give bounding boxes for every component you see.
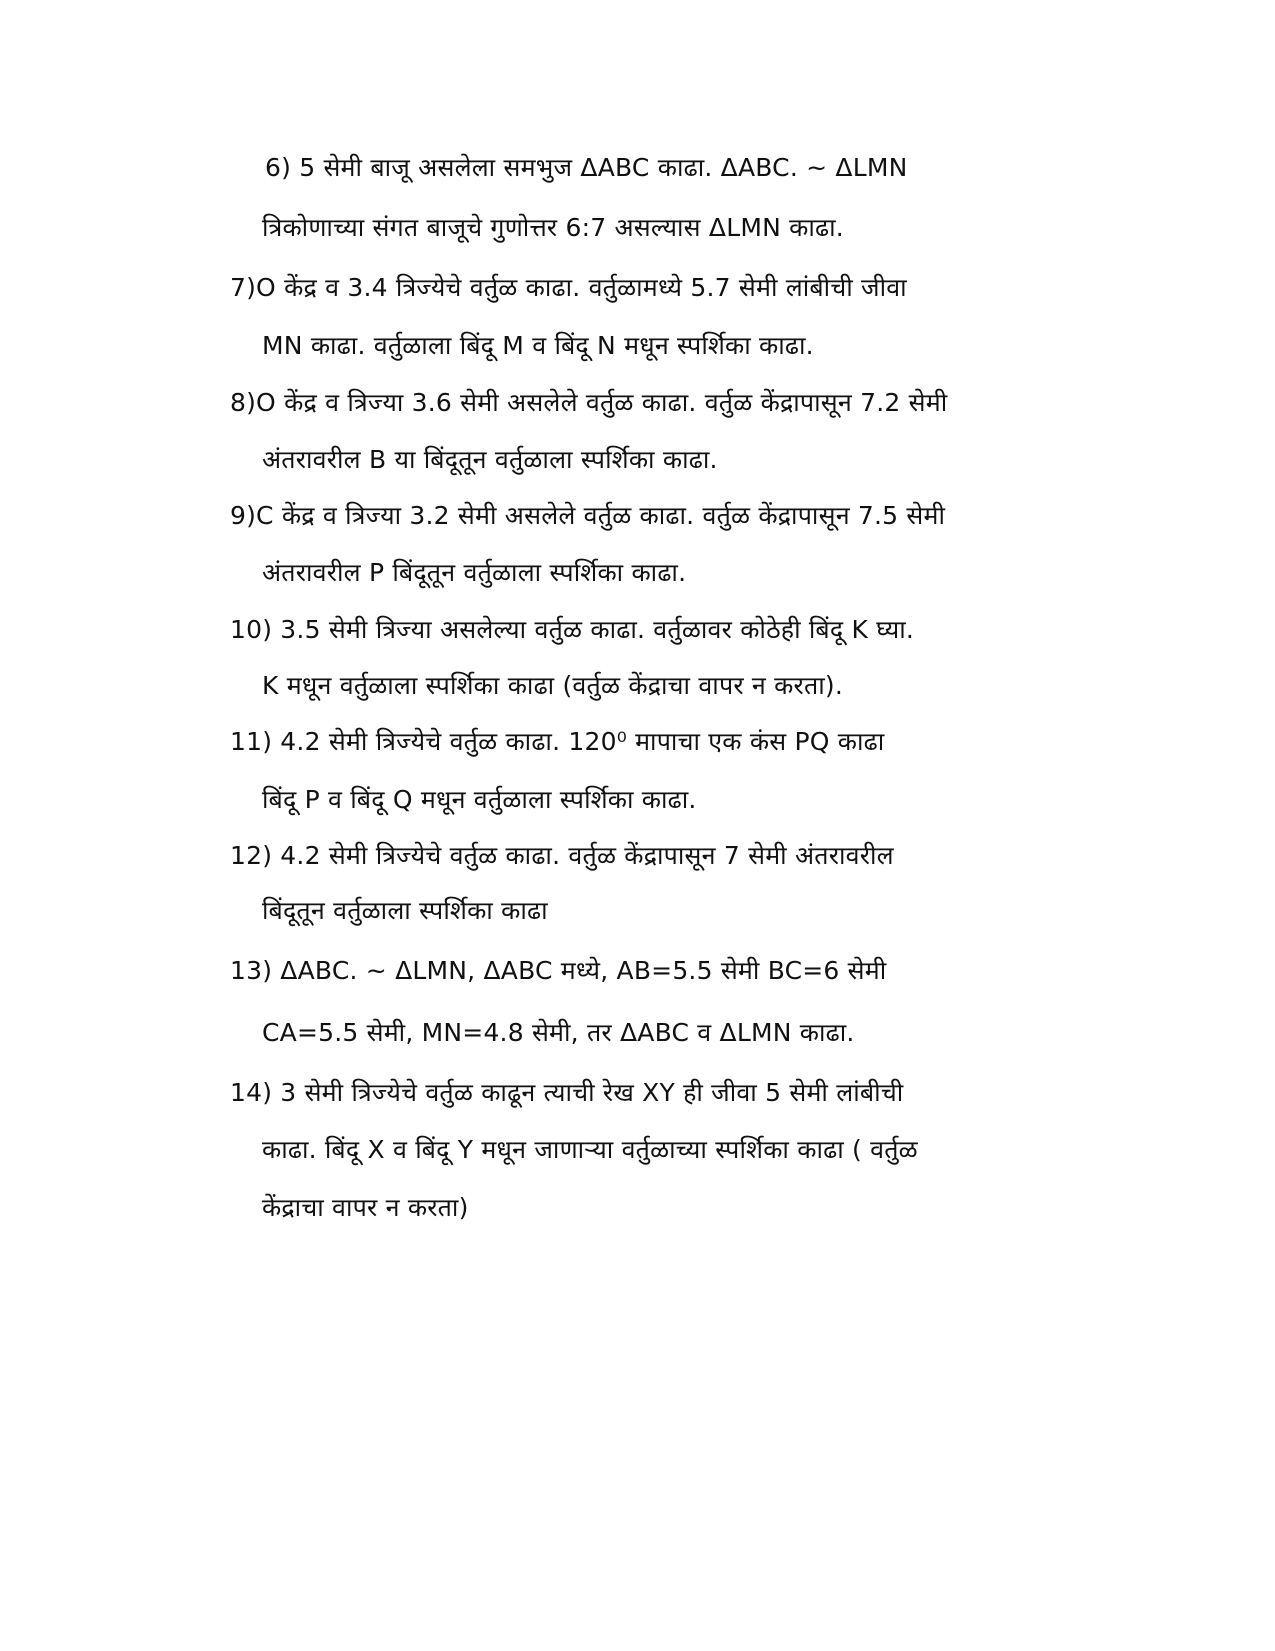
question-13-line-2: CA=5.5 सेमी, MN=4.8 सेमी, तर ΔABC व ΔLMN काढा. <box>262 1018 855 1047</box>
question-14-line-3: केंद्राचा वापर न करता) <box>262 1193 469 1222</box>
question-13-line-1: 13) ΔABC. ~ ΔLMN, ΔABC मध्ये, AB=5.5 सेमी BC=6 सेमी <box>230 956 887 985</box>
question-8-line-2: अंतरावरील B या बिंदूतून वर्तुळाला स्पर्शिका काढा. <box>262 445 718 474</box>
question-10-line-2: K मधून वर्तुळाला स्पर्शिका काढा (वर्तुळ केंद्राचा वापर न करता). <box>262 671 843 700</box>
question-14-line-1: 14) 3 सेमी त्रिज्येचे वर्तुळ काढून त्याची रेख XY ही जीवा 5 सेमी लांबीची <box>230 1078 904 1107</box>
question-12-line-2: बिंदूतून वर्तुळाला स्पर्शिका काढा <box>262 896 548 925</box>
question-11-line-1: 11) 4.2 सेमी त्रिज्येचे वर्तुळ काढा. 120⁰ मापाचा एक कंस PQ काढा <box>230 727 885 756</box>
question-9-line-1: 9)C केंद्र व त्रिज्या 3.2 सेमी असलेले वर्तुळ काढा. वर्तुळ केंद्रापासून 7.5 सेमी <box>230 501 946 530</box>
question-14-line-2: काढा. बिंदू X व बिंदू Y मधून जाणाऱ्या वर्तुळाच्या स्पर्शिका काढा ( वर्तुळ <box>262 1135 918 1164</box>
question-8-line-1: 8)O केंद्र व त्रिज्या 3.6 सेमी असलेले वर्तुळ काढा. वर्तुळ केंद्रापासून 7.2 सेमी <box>230 388 948 417</box>
question-6-line-1: 6) 5 सेमी बाजू असलेला समभुज ΔABC काढा. ΔABC. ~ ΔLMN <box>265 153 908 182</box>
question-11-line-2: बिंदू P व बिंदू Q मधून वर्तुळाला स्पर्शिका काढा. <box>262 785 697 814</box>
question-12-line-1: 12) 4.2 सेमी त्रिज्येचे वर्तुळ काढा. वर्तुळ केंद्रापासून 7 सेमी अंतरावरील <box>230 841 894 870</box>
question-7-line-2: MN काढा. वर्तुळाला बिंदू M व बिंदू N मधून स्पर्शिका काढा. <box>262 331 814 360</box>
question-9-line-2: अंतरावरील P बिंदूतून वर्तुळाला स्पर्शिका काढा. <box>262 558 687 587</box>
question-6-line-2: त्रिकोणाच्या संगत बाजूचे गुणोत्तर 6:7 असल्यास ΔLMN काढा. <box>262 213 844 242</box>
question-7-line-1: 7)O केंद्र व 3.4 त्रिज्येचे वर्तुळ काढा. वर्तुळामध्ये 5.7 सेमी लांबीची जीवा <box>230 273 907 302</box>
question-10-line-1: 10) 3.5 सेमी त्रिज्या असलेल्या वर्तुळ काढा. वर्तुळावर कोठेही बिंदू K घ्या. <box>230 615 915 644</box>
